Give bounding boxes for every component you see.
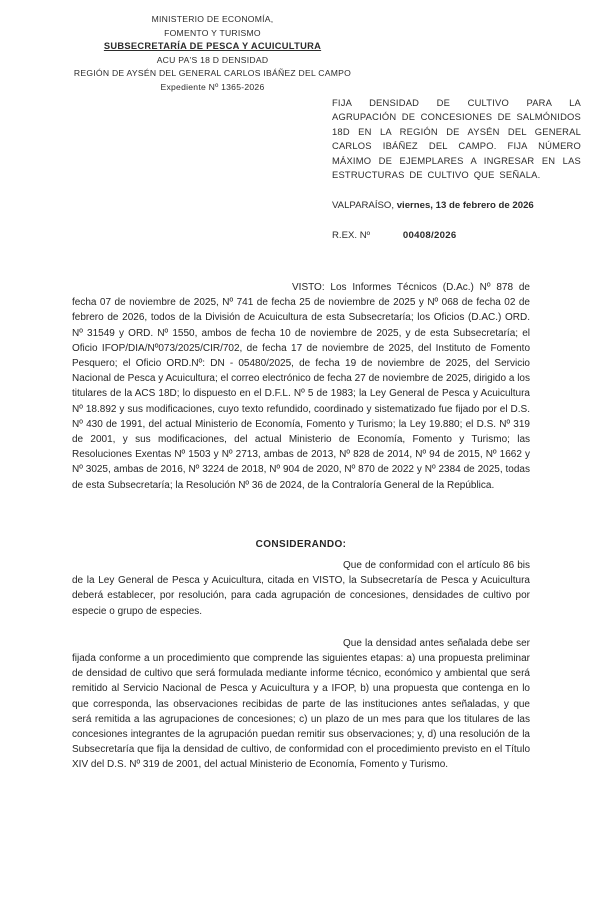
- considerando-paragraph-2: Que la densidad antes señalada debe ser fijada conforme a un procedimiento que comprende las siguientes etapas: a) una propuesta preliminar de densidad de cultivo que será formulada mediante informe técnico, económico y ambiental que será remitido al Servicio Nacional de Pesca y Acuicultura y a IFOP, b) una propuesta que contenga en lo que corresponda, las observaciones recibidas de parte de las instituciones antes señaladas, y que será remitida a las agrupaciones de concesiones; c) un plazo de un mes para que los titulares de las concesiones integrantes de la agrupación puedan remitir sus observaciones; y, d) una resolución de la Subsecretaría que fija la densidad de cultivo, de conformidad con el procedimiento previsto en el Título XIV del D.S. Nº 319 de 2001, del actual Ministerio de Economía, Fomento y Turismo.: [72, 637, 530, 771]
- place-label: VALPARAÍSO,: [332, 200, 395, 212]
- resolution-date: viernes, 13 de febrero de 2026: [396, 200, 534, 212]
- rex-line: [332, 229, 581, 243]
- resolution-title: FIJA DENSIDAD DE CULTIVO PARA LA AGRUPACIÓN DE CONCESIONES DE SALMÓNIDOS 18D EN LA REGIÓN DE AYSÉN DEL GENERAL CARLOS IBÁÑEZ DEL CAMPO. FIJA NÚMERO MÁXIMO DE EJEMPLARES A INGRESAR EN LAS ESTRUCTURAS DE CULTIVO QUE SEÑALA.: [332, 97, 581, 181]
- expediente-number: Expediente Nº 1365-2026: [160, 81, 265, 92]
- visto-paragraph: VISTO: Los Informes Técnicos (D.Ac.) Nº 878 de fecha 07 de noviembre de 2025, Nº 741 de fecha 25 de noviembre de 2025 y Nº 068 de fecha 02 de febrero de 2026, todos de la División de Acuicultura de esta Subsecretaría; los Oficios (D.AC.) ORD. Nº 31549 y ORD. Nº 1550, ambos de fecha 10 de noviembre de 2025, y de esta Subsecretaría; el Oficio IFOP/DIA/Nº073/2025/CIR/702, de fecha 17 de noviembre de 2025, del Instituto de Fomento Pesquero; el Oficio ORD.Nº: DN - 05480/2025, de fecha 19 de noviembre de 2025, del Servicio Nacional de Pesca y Acuicultura; el correo electrónico de fecha 27 de noviembre de 2025, dirigido a los titulares de la ACS 18D; lo dispuesto en el D.F.L. Nº 5 de 1983; la Ley General de Pesca y Acuicultura Nº 18.892 y sus modificaciones, cuyo texto refundido, coordinado y sistematizado fue fijado por el D.S. Nº 430 de 1991, del actual Ministerio de Economía, Fomento y Turismo; la Ley 19.880; el D.S. Nº 319 de 2001, y sus modificaciones, del actual Ministerio de Economía, Fomento y Turismo; las Resoluciones Exentas Nº 1503 y Nº 2713, ambas de 2013, Nº 828 de 2014, Nº 94 de 2015, Nº 1662 y Nº 3025, ambas de 2016, Nº 3224 de 2018, Nº 904 de 2020, Nº 870 de 2022 y Nº 2384 de 2025, todas de esta Subsecretaría; la Resolución Nº 36 de 2024, de la Contraloría General de la República.: [72, 282, 530, 491]
- subsecretaria-name: SUBSECRETARÍA DE PESCA Y ACUICULTURA: [103, 41, 322, 52]
- place-date-line: [332, 199, 581, 213]
- ministry-name-line2: FOMENTO Y TURISMO: [164, 27, 261, 38]
- considerando-heading: CONSIDERANDO:: [255, 538, 347, 550]
- rex-number: 00408/2026: [402, 229, 457, 241]
- rex-label: R.EX. Nº: [332, 229, 371, 241]
- letterhead: [55, 13, 370, 95]
- considerando-paragraph-1: Que de conformidad con el artículo 86 bis de la Ley General de Pesca y Acuicultura, citada en VISTO, la Subsecretaría de Pesca y Acuicultura deberá establecer, por resolución, para cada agrupación de concesiones, densidades de cultivo por especie o grupo de especies.: [72, 560, 530, 617]
- ministry-name-line1: MINISTERIO DE ECONOMÍA,: [151, 14, 274, 24]
- unit-line: ACU PA'S 18 D DENSIDAD: [156, 54, 269, 65]
- region-line: REGIÓN DE AYSÉN DEL GENERAL CARLOS IBÁÑEZ DEL CAMPO: [73, 68, 352, 79]
- document-body: [72, 280, 530, 773]
- title-block: [332, 96, 581, 243]
